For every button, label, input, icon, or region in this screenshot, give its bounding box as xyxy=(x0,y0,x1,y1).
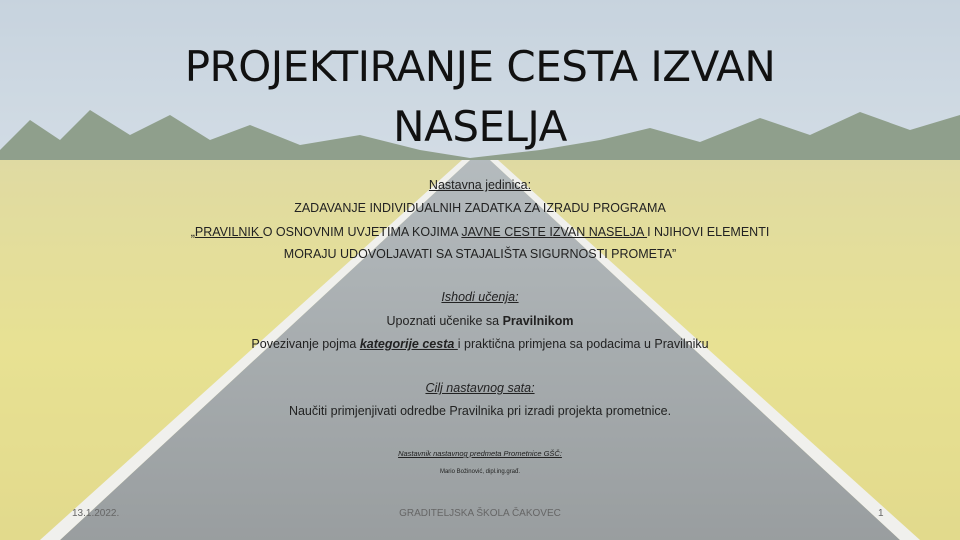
outcome-1 xyxy=(0,314,960,328)
unit-line1: ZADAVANJE INDIVIDUALNIH ZADATKA ZA IZRADU PROGRAMA xyxy=(294,201,666,215)
unit-line2-end: I NJIHOVI ELEMENTI xyxy=(647,225,770,239)
outcome-2-rest: i praktična primjena sa podacima u Pravilniku xyxy=(457,337,709,351)
unit-line2 xyxy=(0,225,960,239)
outcome-2-text: Povezivanje pojma xyxy=(251,337,360,351)
outcomes-heading: Ishodi učenja: xyxy=(441,290,519,304)
outcome-1-text: Upoznati učenike sa xyxy=(386,314,503,328)
footer-school: GRADITELJSKA ŠKOLA ČAKOVEC xyxy=(399,508,561,519)
goal-text: Naučiti primjenjivati odredbe Pravilnika pri izradi projekta prometnice. xyxy=(288,404,672,418)
unit-heading: Nastavna jedinica: xyxy=(428,178,532,192)
slide-title-line1: PROJEKTIRANJE CESTA IZVAN xyxy=(184,42,776,91)
outcome-2-emphasis: kategorije cesta xyxy=(359,337,458,351)
teacher-name: Mario Božinović, dipl.ing.građ. xyxy=(439,469,521,475)
outcome-1-bold: Pravilnikom xyxy=(502,314,574,328)
goal-heading: Cilj nastavnog sata: xyxy=(425,381,535,395)
footer-date: 13.1.2022. xyxy=(72,508,120,519)
outcome-2 xyxy=(0,337,960,351)
unit-line3: MORAJU UDOVOLJAVATI SA STAJALIŠTA SIGURNOSTI PROMETA” xyxy=(283,247,677,261)
unit-line2-middle: O OSNOVNIM UVJETIMA KOJIMA xyxy=(262,225,462,239)
unit-line2-javne-ceste: JAVNE CESTE IZVAN NASELJA xyxy=(461,225,648,239)
footer-page-number: 1 xyxy=(878,508,884,519)
unit-line2-quote: „ xyxy=(190,225,195,239)
unit-line2-pravilnik: PRAVILNIK xyxy=(194,225,263,239)
teacher-heading: Nastavnik nastavnog predmeta Prometnice GŠČ: xyxy=(398,449,562,458)
slide-title-line2: NASELJA xyxy=(393,102,567,151)
